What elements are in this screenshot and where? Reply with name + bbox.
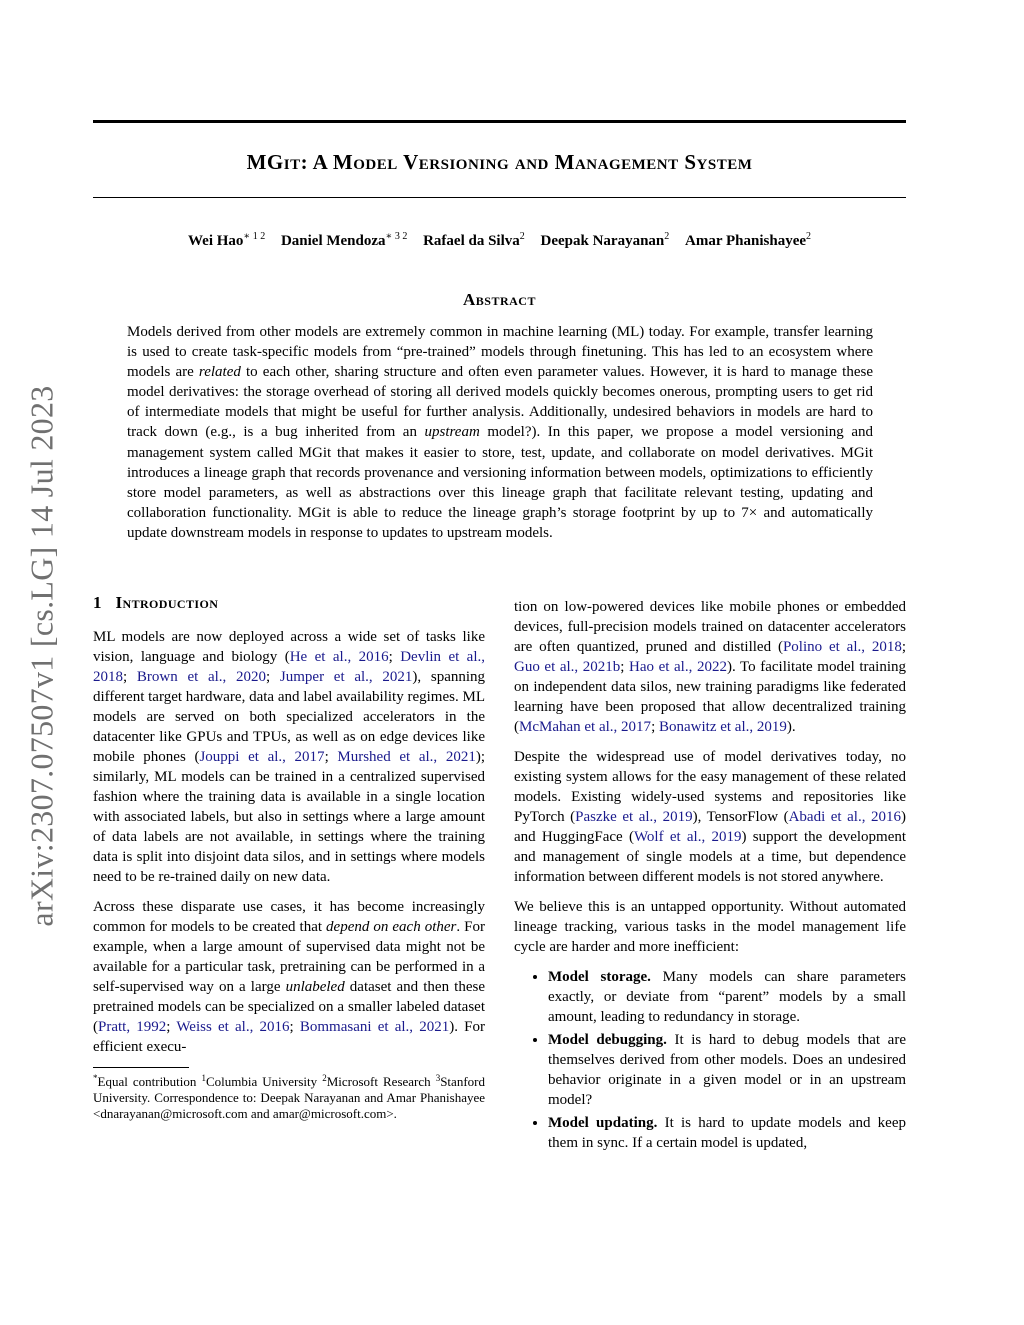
- citation-link[interactable]: Hao et al., 2022: [629, 659, 727, 675]
- author: Daniel Mendoza$^{∗ 3 2}$: [280, 231, 408, 249]
- citation-link[interactable]: Abadi et al., 2016: [788, 809, 902, 825]
- arxiv-identifier: arXiv:2307.07507v1 [cs.LG] 14 Jul 2023: [23, 385, 60, 927]
- section-heading: 1 Introduction: [93, 593, 219, 612]
- citation-link[interactable]: Bonawitz et al., 2019: [658, 719, 787, 735]
- left-column: [93, 593, 485, 1122]
- intro-paragraph-2-continued: tion on low-powered devices like mobile phones or embedded devices, full-precision models trained on datacenter accelerators are often quantized, pruned and distilled (Polino et al., 2018; Guo et al., 2021b; Hao et al., 2022). To facilitate model training on independent data silos, new training paradigms like federated learning have been proposed that allow decentralized training (McMahan et al., 2017; Bonawitz et al., 2019).: [514, 599, 907, 735]
- citation-link[interactable]: Wolf et al., 2019: [633, 829, 742, 845]
- intro-paragraph-1: ML models are now deployed across a wide set of tasks like vision, language and biology (He et al., 2016; Devlin et al., 2018; Brown et al., 2020; Jumper et al., 2021), spanning different target hardware, data and label availability regimes. ML models are served on both specialized accelerators in the datacenter like GPUs and TPUs, as well as on edge devices like mobile phones (Jouppi et al., 2017; Murshed et al., 2021); similarly, ML models can be trained in a centralized supervised fashion where the training data is available in a single location with associated labels, but also in settings where a large amount of data labels are not available, in settings where the training data is split into disjoint data silos, and in settings where models need to be re-trained daily on new data.: [93, 629, 486, 885]
- author: Amar Phanishayee$^2$: [685, 231, 812, 249]
- citation-link[interactable]: McMahan et al., 2017: [519, 719, 652, 735]
- list-item: • Model updating. It is hard to update models and keep them in sync. If a certain model is updated,: [548, 1113, 906, 1153]
- list-item: • Model debugging. It is hard to debug models that are themselves derived from other models. Does an undesired behavior originate in a given model or in an upstream model?: [548, 1030, 906, 1110]
- footnote: *Equal contribution $^1$Columbia University $^2$Microsoft Research $^3$Stanford University. Correspondence to: Deepak Narayanan and Amar Phanishayee <dnarayanan@microsoft.com and amar@microsoft.com>.: [93, 1073, 485, 1121]
- citation-link[interactable]: Paszke et al., 2019: [575, 809, 693, 825]
- title-rule: [93, 197, 906, 198]
- citation-link[interactable]: Jumper et al., 2021: [279, 669, 413, 685]
- citation-link[interactable]: Bommasani et al., 2021: [299, 1019, 450, 1035]
- author: Rafael da Silva$^2$: [423, 231, 525, 249]
- right-column: [514, 597, 906, 1156]
- paper-title: MGit: A Model Versioning and Management System: [246, 150, 753, 174]
- top-rule: [93, 120, 906, 123]
- citation-link[interactable]: Polino et al., 2018: [782, 639, 902, 655]
- author: Deepak Narayanan$^2$: [540, 231, 670, 249]
- citation-link[interactable]: Weiss et al., 2016: [176, 1019, 290, 1035]
- citation-link[interactable]: Jouppi et al., 2017: [199, 749, 325, 765]
- intro-paragraph-3: Despite the widespread use of model derivatives today, no existing system allows for the easy management of these related models. Existing widely-used systems and repositories like PyTorch (Paszke et al., 2019), TensorFlow (Abadi et al., 2016) and HuggingFace (Wolf et al., 2019) support the development and management of single models at a time, but dependence information between different models is not stored anywhere.: [514, 749, 907, 885]
- citation-link[interactable]: Devlin et al., 2018: [93, 649, 486, 685]
- abstract-text: Models derived from other models are extremely common in machine learning (ML) today. For example, transfer learning is used to create task-specific models from “pre-trained” models through finetuning. This has led to an ecosystem where models are related to each other, sharing structure and often even parameter values. However, it is hard to manage these model derivatives: the storage overhead of storing all derived models quickly becomes onerous, prompting users to get rid of intermediate models that might be useful for further analysis. Additionally, undesired behaviors in models are hard to track down (e.g., is a bug inherited from an upstream model?). In this paper, we propose a model versioning and management system called MGit that makes it easier to store, test, update, and collaborate on model derivatives. MGit introduces a lineage graph that records provenance and versioning information between models, optimizations to efficiently store model parameters, as well as abstractions over this lineage graph that facilitate relevant testing, updating and collaboration functionality. MGit is able to reduce the lineage graph’s storage footprint by up to 7× and automatically update downstream models in response to updates to upstream models.: [127, 324, 874, 541]
- author: Wei Hao$^{∗ 1 2}$: [187, 231, 266, 249]
- citation-link[interactable]: Guo et al., 2021b: [514, 659, 621, 675]
- author-list: [93, 233, 906, 250]
- intro-paragraph-4: We believe this is an untapped opportunity. Without automated lineage tracking, various tasks in the model management life cycle are harder and more inefficient:: [514, 899, 906, 955]
- footnote-rule: [93, 1067, 189, 1068]
- bullet-list: [514, 967, 906, 1153]
- abstract-heading: Abstract: [463, 290, 536, 309]
- citation-link[interactable]: Pratt, 1992: [98, 1019, 167, 1035]
- citation-link[interactable]: He et al., 2016: [289, 649, 389, 665]
- intro-paragraph-2: Across these disparate use cases, it has become increasingly common for models to be created that depend on each other. For example, when a large amount of supervised data might not be available for a particular task, pretraining can be performed in a self-supervised way on a large unlabeled dataset and then these pretrained models can be specialized on a smaller labeled dataset (Pratt, 1992; Weiss et al., 2016; Bommasani et al., 2021). For efficient execu-: [93, 899, 485, 1055]
- list-item: • Model storage. Many models can share parameters exactly, or deviate from “parent” models by a small amount, leading to redundancy in storage.: [548, 967, 906, 1027]
- citation-link[interactable]: Murshed et al., 2021: [337, 749, 476, 765]
- citation-link[interactable]: Brown et al., 2020: [136, 669, 267, 685]
